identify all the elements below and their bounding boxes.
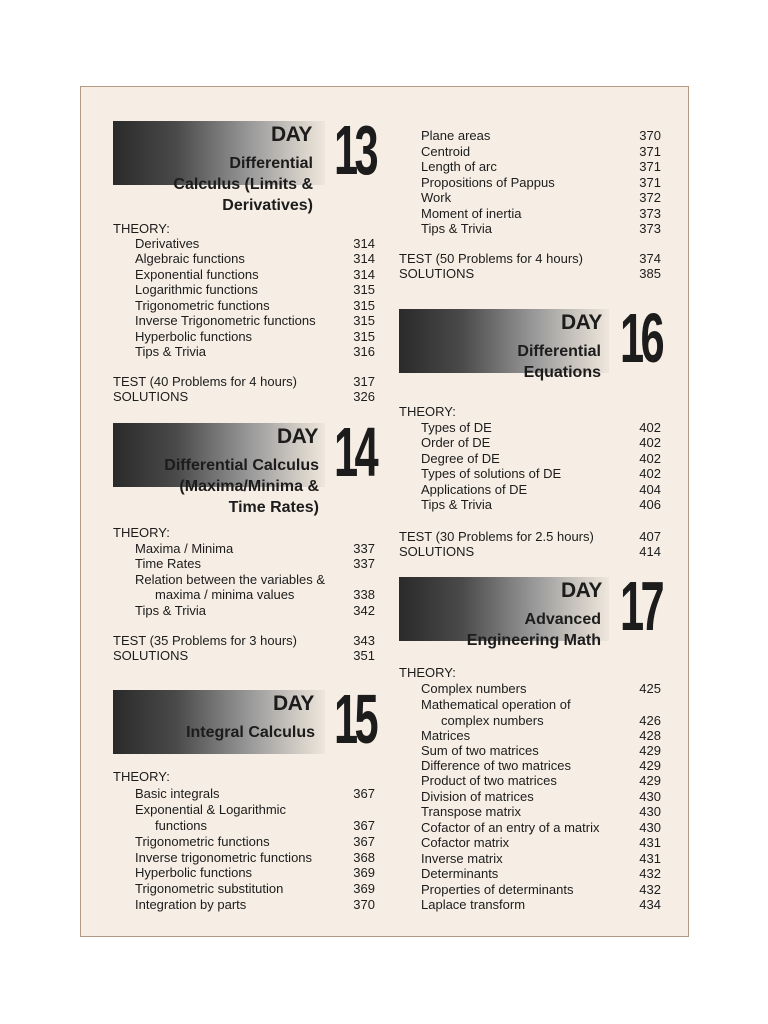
toc-entry: Laplace transform 434 bbox=[421, 897, 661, 912]
toc-entry: Integration by parts 370 bbox=[135, 897, 375, 912]
toc-entry: Moment of inertia 373 bbox=[421, 206, 661, 221]
day-title-line: Engineering Math bbox=[466, 632, 601, 649]
toc-entry: complex numbers 426 bbox=[441, 713, 661, 728]
toc-entry: Properties of determinants 432 bbox=[421, 882, 661, 897]
day-title-line: Differential bbox=[517, 343, 601, 360]
test-entry: TEST (50 Problems for 4 hours) 374 bbox=[399, 251, 661, 266]
toc-entry: Maxima / Minima 337 bbox=[135, 541, 375, 556]
day-title-line: Calculus (Limits & bbox=[173, 176, 313, 193]
toc-entry: Trigonometric functions 367 bbox=[135, 834, 375, 849]
toc-entry: Product of two matrices 429 bbox=[421, 773, 661, 788]
toc-entry: Determinants 432 bbox=[421, 866, 661, 881]
toc-entry: Inverse Trigonometric functions 315 bbox=[135, 313, 375, 328]
toc-entry: functions 367 bbox=[155, 818, 375, 833]
test-entry: TEST (40 Problems for 4 hours) 317 bbox=[113, 374, 375, 389]
toc-entry: Trigonometric substitution 369 bbox=[135, 881, 375, 896]
toc-entry: Difference of two matrices 429 bbox=[421, 758, 661, 773]
toc-entry: Inverse matrix 431 bbox=[421, 851, 661, 866]
toc-entry: Time Rates 337 bbox=[135, 556, 375, 571]
toc-entry: Sum of two matrices 429 bbox=[421, 743, 661, 758]
toc-entry: Exponential functions 314 bbox=[135, 267, 375, 282]
day-label: DAY bbox=[561, 311, 602, 334]
toc-entry: Length of arc 371 bbox=[421, 159, 661, 174]
theory-label: THEORY: bbox=[113, 769, 170, 784]
solutions-entry: SOLUTIONS 351 bbox=[113, 648, 375, 663]
day-title-line: Differential bbox=[229, 155, 313, 172]
book-page bbox=[80, 86, 689, 937]
solutions-entry: SOLUTIONS 385 bbox=[399, 266, 661, 281]
toc-entry: Inverse trigonometric functions 368 bbox=[135, 850, 375, 865]
day-label: DAY bbox=[271, 123, 312, 146]
toc-entry: Complex numbers 425 bbox=[421, 681, 661, 696]
day-14-header bbox=[113, 413, 375, 519]
theory-label: THEORY: bbox=[113, 525, 170, 540]
day-number: 17 bbox=[620, 567, 661, 645]
day-title-line: (Maxima/Minima & bbox=[179, 478, 319, 495]
toc-entry: Cofactor of an entry of a matrix 430 bbox=[421, 820, 661, 835]
toc-entry: Types of DE 402 bbox=[421, 420, 661, 435]
toc-entry: Order of DE 402 bbox=[421, 435, 661, 450]
test-entry: TEST (35 Problems for 3 hours) 343 bbox=[113, 633, 375, 648]
toc-entry: Propositions of Pappus 371 bbox=[421, 175, 661, 190]
toc-entry: Plane areas 370 bbox=[421, 128, 661, 143]
theory-label: THEORY: bbox=[399, 404, 456, 419]
day-label: DAY bbox=[273, 692, 314, 715]
toc-entry: Tips & Trivia 373 bbox=[421, 221, 661, 236]
toc-entry: Relation between the variables & bbox=[135, 572, 326, 587]
day-number: 14 bbox=[334, 413, 375, 491]
solutions-entry: SOLUTIONS 414 bbox=[399, 544, 661, 559]
toc-entry: Division of matrices 430 bbox=[421, 789, 661, 804]
toc-entry: Hyperbolic functions 369 bbox=[135, 865, 375, 880]
toc-entry: Transpose matrix 430 bbox=[421, 804, 661, 819]
toc-entry: Hyperbolic functions 315 bbox=[135, 329, 375, 344]
day-title-line: Time Rates) bbox=[228, 499, 319, 516]
toc-entry: Derivatives 314 bbox=[135, 236, 375, 251]
toc-entry: Basic integrals 367 bbox=[135, 786, 375, 801]
day-17-header bbox=[399, 567, 661, 673]
toc-entry: Tips & Trivia 406 bbox=[421, 497, 661, 512]
toc-entry: Trigonometric functions 315 bbox=[135, 298, 375, 313]
toc-entry: Centroid 371 bbox=[421, 144, 661, 159]
theory-label: THEORY: bbox=[399, 665, 456, 680]
toc-entry: Algebraic functions 314 bbox=[135, 251, 375, 266]
day-title-line: Equations bbox=[523, 364, 601, 381]
toc-entry: Mathematical operation of bbox=[421, 697, 571, 712]
toc-entry: Exponential & Logarithmic bbox=[135, 802, 287, 817]
toc-entry: Tips & Trivia 316 bbox=[135, 344, 375, 359]
day-number: 16 bbox=[620, 299, 661, 377]
day-number: 15 bbox=[334, 680, 375, 758]
day-13-header bbox=[113, 111, 375, 217]
day-label: DAY bbox=[277, 425, 318, 448]
toc-entry: Matrices 428 bbox=[421, 728, 661, 743]
toc-entry: maxima / minima values 338 bbox=[155, 587, 375, 602]
toc-entry: Types of solutions of DE 402 bbox=[421, 466, 661, 481]
test-entry: TEST (30 Problems for 2.5 hours) 407 bbox=[399, 529, 661, 544]
day-16-header bbox=[399, 299, 661, 405]
day-number: 13 bbox=[334, 111, 375, 189]
day-title-line: Differential Calculus bbox=[164, 457, 319, 474]
toc-entry: Cofactor matrix 431 bbox=[421, 835, 661, 850]
day-title-line: Derivatives) bbox=[222, 197, 313, 214]
theory-label: THEORY: bbox=[113, 221, 170, 236]
toc-entry: Logarithmic functions 315 bbox=[135, 282, 375, 297]
toc-entry: Degree of DE 402 bbox=[421, 451, 661, 466]
solutions-entry: SOLUTIONS 326 bbox=[113, 389, 375, 404]
day-title-line: Advanced bbox=[524, 611, 601, 628]
toc-entry: Applications of DE 404 bbox=[421, 482, 661, 497]
day-title-line: Integral Calculus bbox=[186, 724, 315, 741]
day-label: DAY bbox=[561, 579, 602, 602]
toc-entry: Work 372 bbox=[421, 190, 661, 205]
toc-entry: Tips & Trivia 342 bbox=[135, 603, 375, 618]
